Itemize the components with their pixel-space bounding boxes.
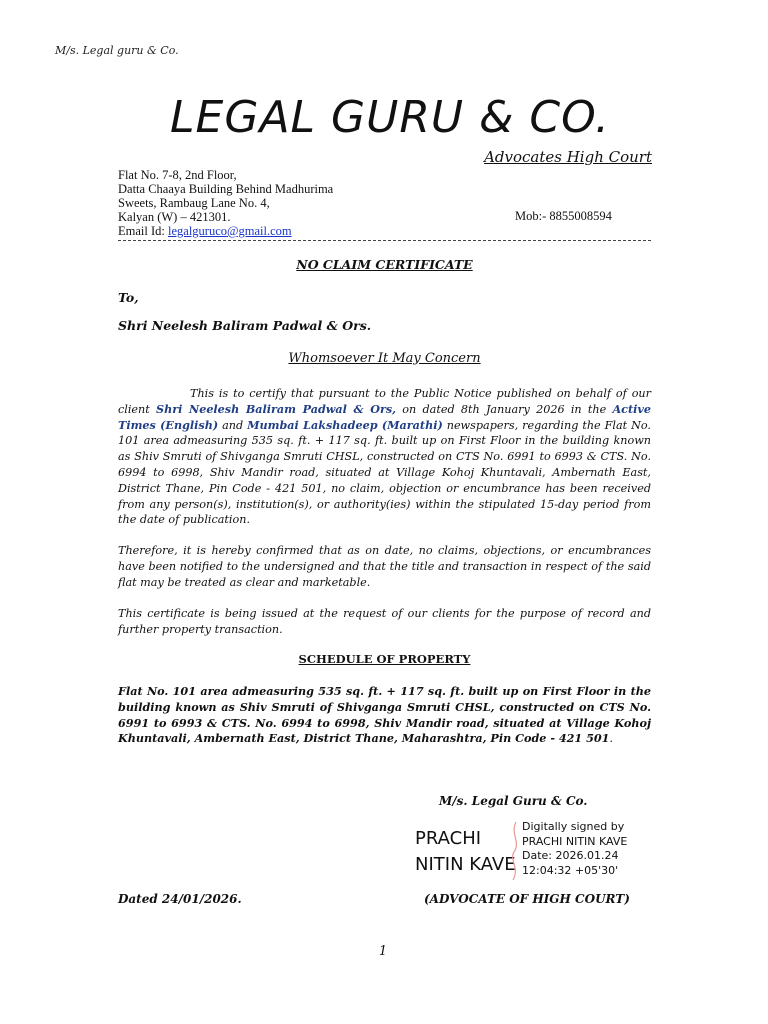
signer-name <box>415 826 516 878</box>
paragraph-confirmation <box>118 543 651 590</box>
para1-text: newspapers, regarding the Flat No. 101 area admeasuring 535 sq. ft. + 117 sq. ft. built up on First Floor in the building known as Shiv Smruti of Shivganga Smruti CHSL, constructed on CTS No. 6991 to 6993 & CTS. No. 6994 to 6998, Shiv Mandir road, situated at Village Kohoj Khuntavali, Ambernath East, District Thane, Pin Code - 421 501, no claim, objection or encumbrance has been received from any person(s), institution(s), or authority(ies) within the stipulated 15-day period from the date of publication. <box>118 418 651 527</box>
email-label: Email Id: <box>118 224 168 238</box>
address-line: Kalyan (W) – 421301. <box>118 210 231 224</box>
paragraph-certify <box>118 386 651 528</box>
signer-name-line: PRACHI <box>415 828 482 849</box>
email-link[interactable]: legalguruco@gmail.com <box>168 224 292 238</box>
digital-signature-line: PRACHI NITIN KAVE <box>522 834 628 848</box>
header-divider <box>118 240 651 241</box>
salutation-to: To, <box>118 290 139 305</box>
signing-firm: M/s. Legal Guru & Co. <box>439 794 588 808</box>
concern-line: Whomsoever It May Concern <box>288 351 481 366</box>
firm-name: LEGAL GURU & CO. <box>170 92 610 143</box>
email-line <box>118 224 292 239</box>
para1-text: and <box>218 418 248 432</box>
schedule-end: . <box>609 732 614 746</box>
advocate-designation: (ADVOCATE OF HIGH COURT) <box>424 892 630 906</box>
para1-text: on dated 8th January 2026 in the <box>396 402 613 416</box>
paragraph-purpose <box>118 606 651 638</box>
firm-subtitle: Advocates High Court <box>484 148 652 166</box>
newspaper-english: Active Times (English) <box>118 401 651 432</box>
digital-signature-line: Digitally signed by <box>522 820 625 833</box>
client-name: Shri Neelesh Baliram Padwal & Ors, <box>156 401 397 416</box>
schedule-title: SCHEDULE OF PROPERTY <box>298 652 471 666</box>
mobile-number: Mob:- 8855008594 <box>515 209 612 223</box>
addressee: Shri Neelesh Baliram Padwal & Ors. <box>118 318 372 333</box>
address-line: Datta Chaaya Building Behind Madhurima <box>118 182 334 196</box>
digital-signature-line: 12:04:32 +05'30' <box>522 863 619 877</box>
digital-signature-line: Date: 2026.01.24 <box>522 849 619 862</box>
certificate-title: NO CLAIM CERTIFICATE <box>296 257 473 272</box>
signature-scribble-icon <box>508 820 522 882</box>
schedule-body: Flat No. 101 area admeasuring 535 sq. ft. + 117 sq. ft. built up on First Floor in the building known as Shiv Smruti of Shivganga Smruti CHSL, constructed on CTS No. 6991 to 6993 & CTS. No. 6994 to 6998, Shiv Mandir road, situated at Village Kohoj Khuntavali, Ambernath East, District Thane, Maharashtra, Pin Code - 421 501 <box>118 684 651 746</box>
newspaper-marathi: Mumbai Lakshadeep (Marathi) <box>247 417 443 432</box>
issue-date: Dated 24/01/2026. <box>118 892 242 906</box>
address-line: Flat No. 7-8, 2nd Floor, <box>118 168 237 182</box>
page-number: 1 <box>378 944 388 959</box>
header-note: M/s. Legal guru & Co. <box>55 44 179 57</box>
signer-name-line: NITIN KAVE <box>415 854 516 875</box>
para3-text: This certificate is being issued at the request of our clients for the purpose of record and further property transaction. <box>118 607 651 636</box>
digital-signature-block <box>522 820 627 878</box>
schedule-text <box>118 684 651 747</box>
para2-text: Therefore, it is hereby confirmed that as on date, no claims, objections, or encumbrances have been notified to the undersigned and that the title and transaction in respect of the said flat may be treated as clear and marketable. <box>118 544 651 589</box>
address-line: Sweets, Rambaug Lane No. 4, <box>118 196 270 210</box>
para1-text: This is to certify that pursuant to the Public Notice published on behalf of our client <box>118 387 651 416</box>
